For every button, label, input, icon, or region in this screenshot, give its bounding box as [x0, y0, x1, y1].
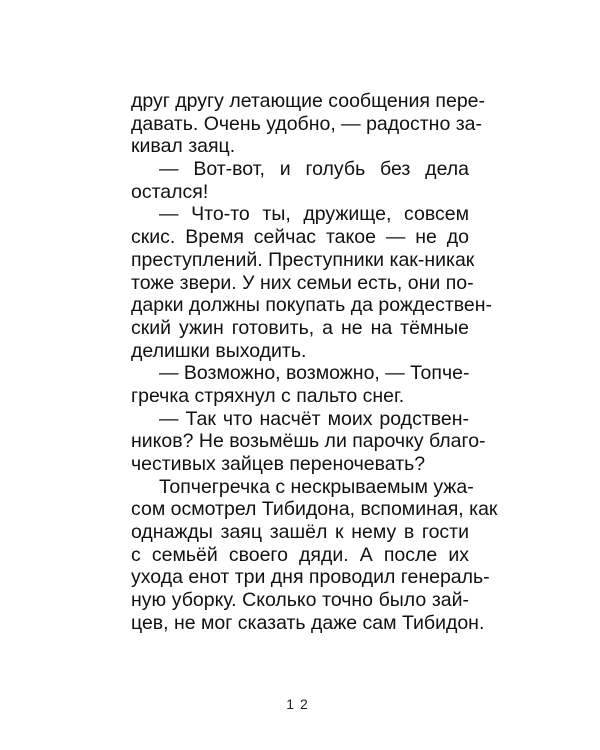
text-line: — Вот-вот, и голубь без дела [159, 158, 469, 181]
text-line: давать. Очень удобно, — радостно за- [131, 112, 482, 135]
text-line: скис. Время сейчас такое — не до [131, 226, 469, 249]
text-line: — Так что насчёт моих родствен- [159, 407, 469, 430]
text-line: остался! [131, 180, 209, 203]
body-text [131, 90, 498, 635]
text-line: ухода енот три дня проводил генераль- [131, 566, 490, 589]
text-line: делишки выходить. [131, 339, 307, 362]
text-line: честивых зайцев переночевать? [131, 453, 426, 475]
page-number: 12 [286, 696, 314, 712]
text-line: ную уборку. Сколько точно было зай- [131, 589, 469, 612]
text-line: — Что-то ты, дружище, совсем [159, 203, 469, 226]
text-line: кивал заяц. [131, 135, 236, 158]
text-line: однажды заяц зашёл к нему в гости [131, 521, 469, 544]
text-line: гречка стряхнул с пальто снег. [131, 384, 405, 407]
text-line: дарки должны покупать да рождествен- [131, 294, 493, 317]
text-line: цев, не мог сказать даже сам Тибидон. [131, 611, 485, 634]
text-line: преступлений. Преступники как-никак [131, 248, 475, 271]
text-line: ский ужин готовить, а не на тёмные [131, 316, 469, 339]
text-line: ников? Не возьмёшь ли парочку благо- [131, 430, 486, 453]
text-line: тоже звери. У них семьи есть, они по- [131, 271, 474, 294]
text-line: с семьёй своего дяди. А после их [131, 543, 469, 566]
text-line: Топчегречка с нескрываемым ужа- [159, 475, 474, 498]
text-line: сом осмотрел Тибидона, вспоминая, как [131, 498, 498, 521]
text-line: друг другу летающие сообщения пере- [131, 90, 485, 112]
text-line: — Возможно, возможно, — Топче- [159, 362, 470, 385]
